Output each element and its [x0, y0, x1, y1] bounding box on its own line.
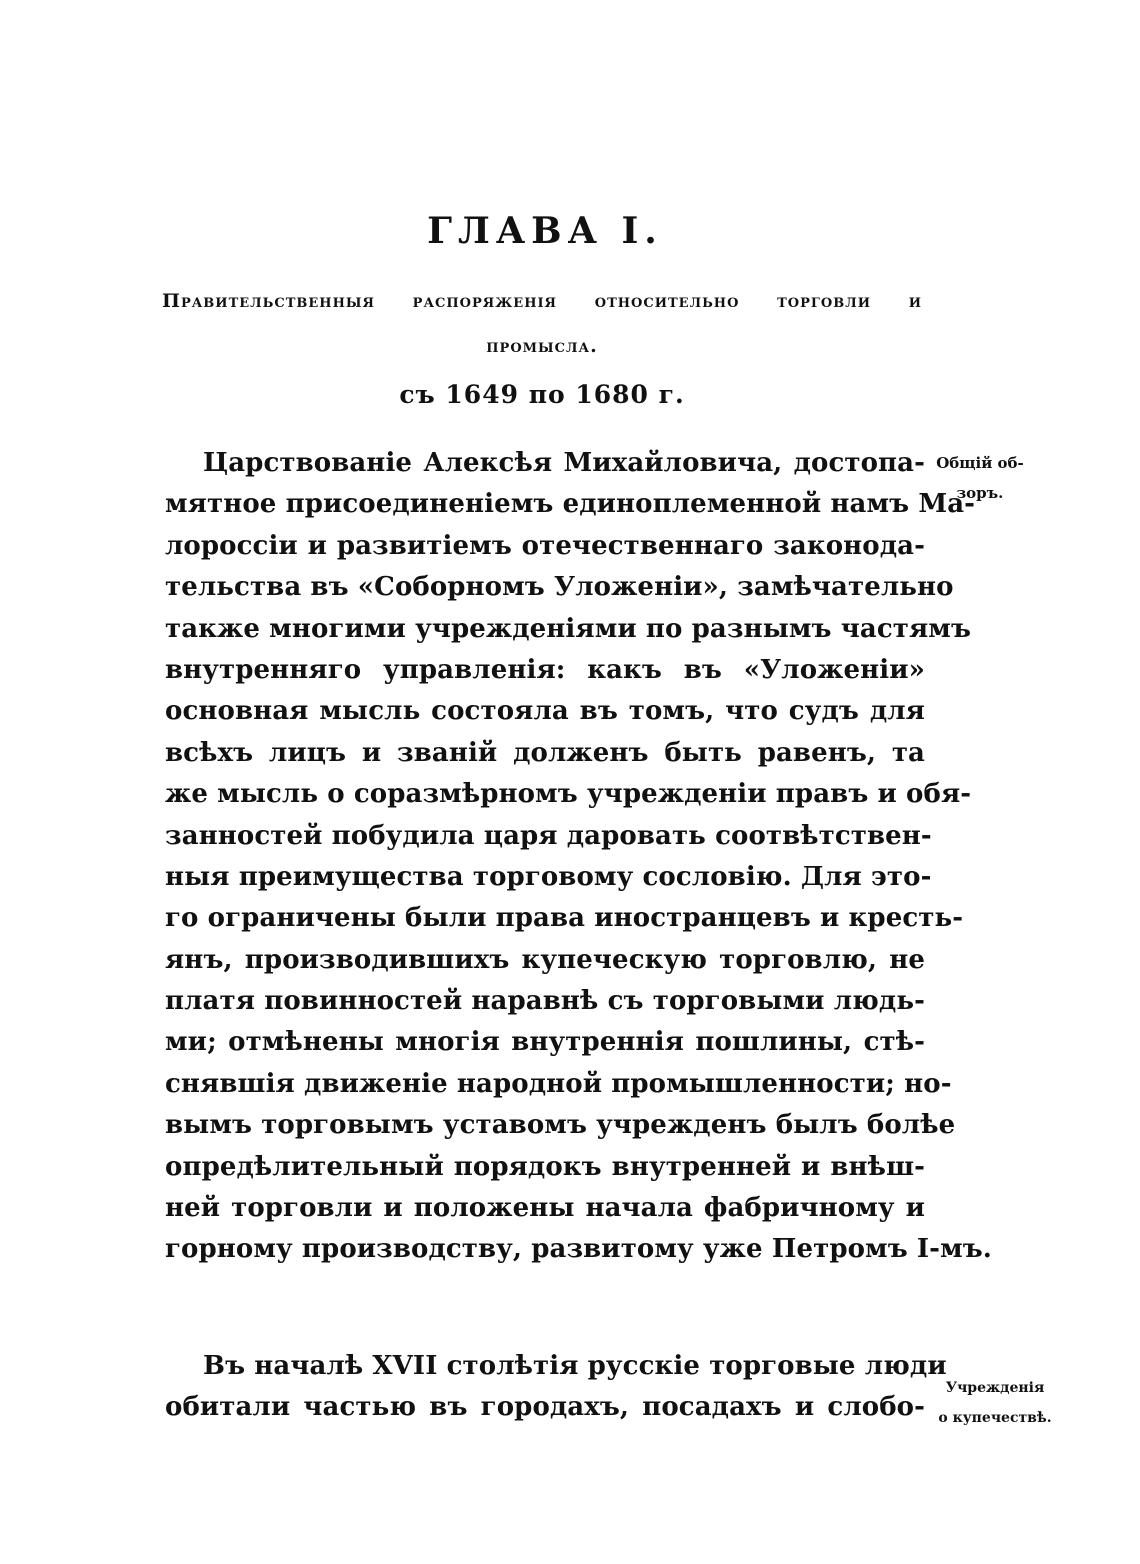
text-line: всѣхъ лицъ и званій долженъ быть равенъ, та — [165, 737, 925, 768]
text-line: мятное присоединеніемъ единоплеменной намъ Ма- — [165, 489, 976, 520]
text-line: ней торговли и положены начала фабричному и — [165, 1193, 925, 1224]
text-line: ныя преимущества торговому сословію. Для это- — [165, 861, 932, 892]
text-line: же мысль о соразмѣрномъ учрежденіи правъ и обя- — [165, 779, 972, 810]
chapter-title: ГЛАВА I. — [427, 210, 663, 252]
text-line: ми; отмѣнены многія внутреннія пошлины, стѣ- — [165, 1027, 925, 1058]
text-line: снявшія движеніе народной промышленности; но- — [165, 1068, 952, 1099]
text-line: занностей побудила царя даровать соотвѣтствен- — [165, 820, 932, 851]
paragraph-2 — [165, 1346, 947, 1429]
text-line: платя повинностей наравнѣ съ торговыми людь- — [165, 986, 925, 1017]
text-line: Царствованіе Алексѣя Михайловича, достопа- — [203, 448, 925, 478]
text-line: тельства въ «Соборномъ Уложеніи», замѣчательно — [165, 572, 954, 603]
text-line: также многими учрежденіями по разнымъ частямъ — [165, 613, 972, 644]
text-line: горному производству, развитому уже Петромъ I-мъ. — [165, 1234, 992, 1265]
margin-note-line: зоръ. — [956, 484, 1004, 502]
text-line: обитали частью въ городахъ, посадахъ и слобо- — [165, 1392, 925, 1423]
text-line: основная мысль состояла въ томъ, что судъ для — [165, 696, 925, 727]
margin-note-line: о купечествѣ. — [938, 1410, 1052, 1426]
chapter-date-range: съ 1649 по 1680 г. — [399, 380, 685, 409]
margin-note-line: Учрежденія — [945, 1380, 1045, 1396]
text-line: лороссіи и развитіемъ отечественнаго законода- — [165, 530, 925, 561]
text-line: вымъ торговымъ уставомъ учрежденъ былъ болѣе — [165, 1110, 956, 1141]
text-line: Въ началѣ XVII столѣтія русскіе торговые люди — [203, 1351, 947, 1381]
text-line: янъ, производившихъ купеческую торговлю, не — [165, 944, 925, 975]
chapter-subtitle-line-2: промысла. — [486, 335, 598, 357]
text-line: го ограничены были права иностранцевъ и кресть- — [165, 903, 964, 934]
text-line: опредѣлительный порядокъ внутренней и внѣш- — [165, 1151, 925, 1182]
text-line: внутренняго управленія: какъ въ «Уложеніи» — [165, 654, 925, 685]
margin-note-line: Общій об- — [936, 454, 1024, 472]
chapter-subtitle-line-1: Правительственныя распоряженія относительно торговли и — [162, 290, 922, 312]
